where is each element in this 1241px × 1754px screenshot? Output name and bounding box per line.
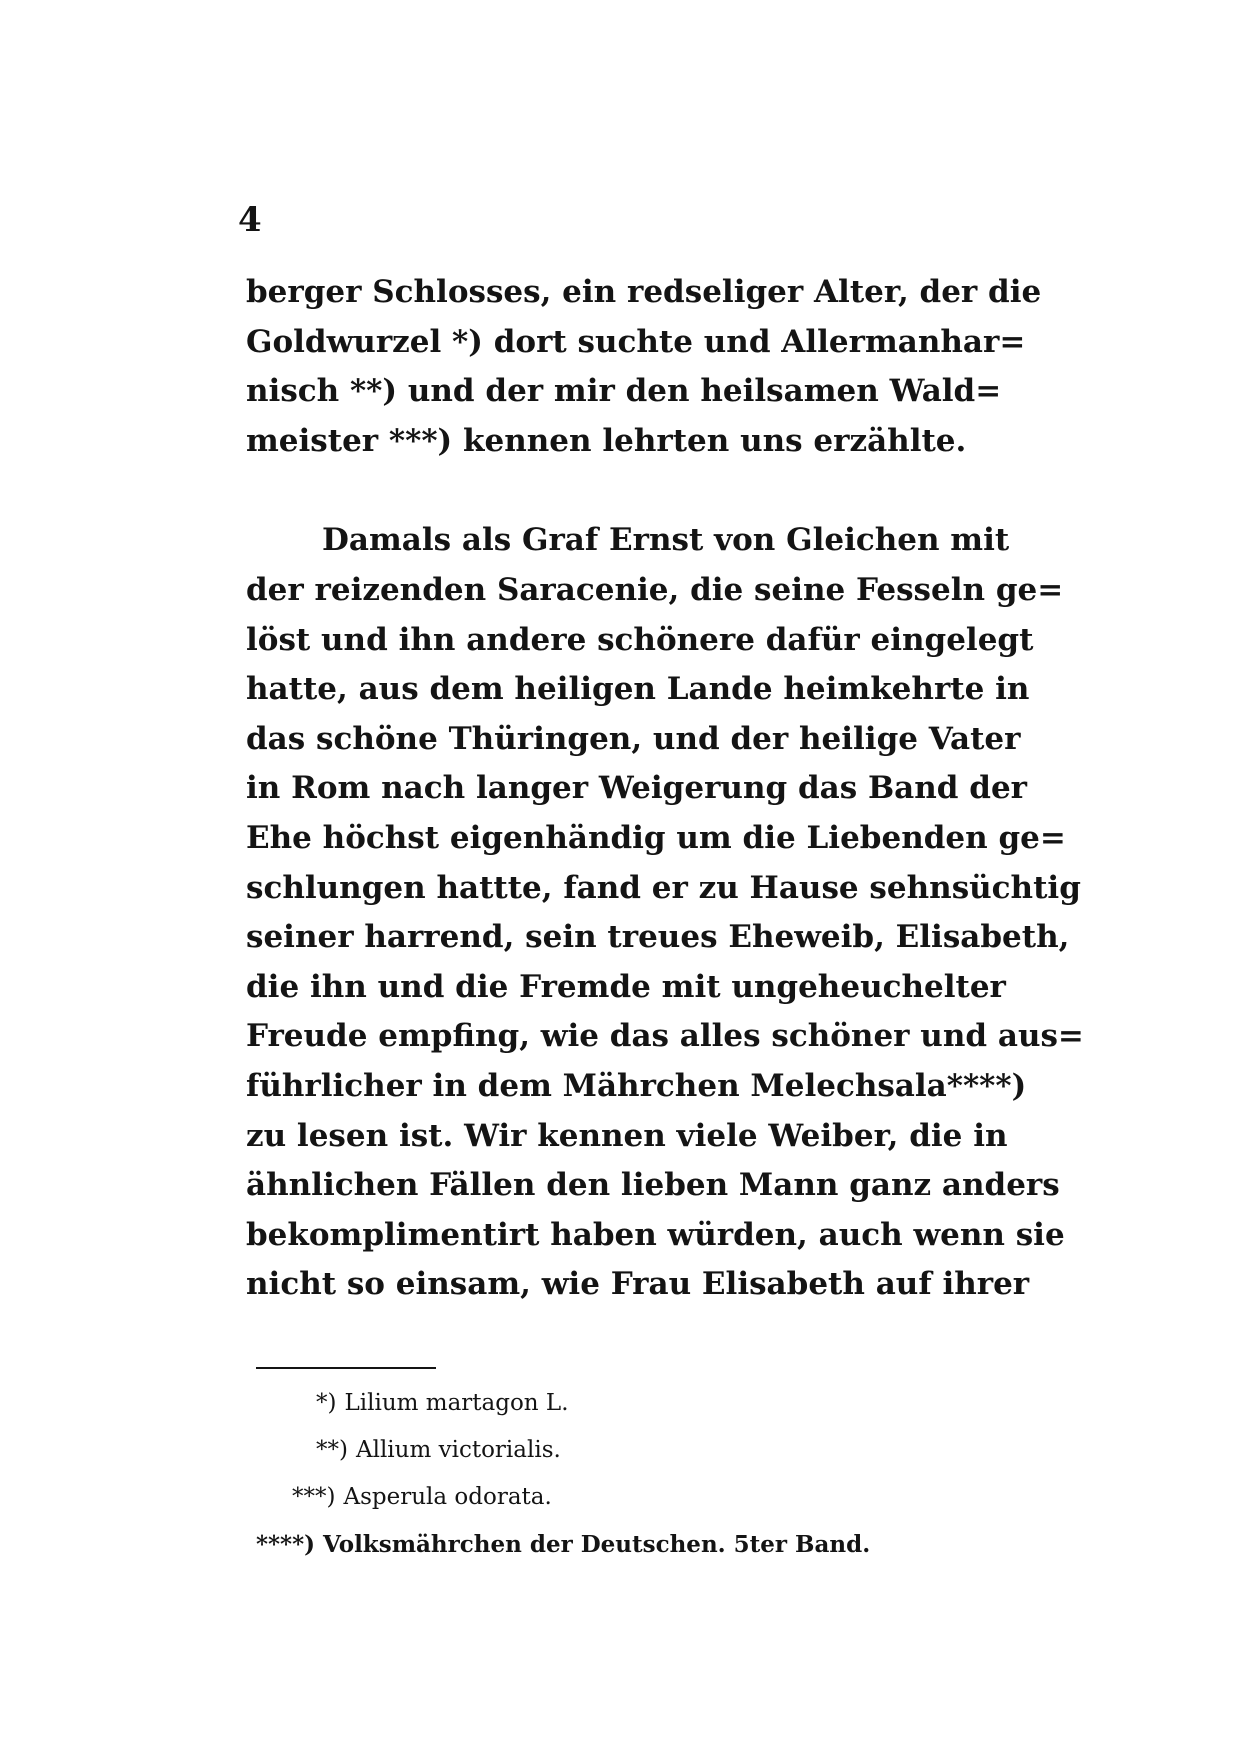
text-line: meister ***) kennen lehrten uns erzählte. <box>246 422 967 459</box>
footnote-mark: ****) <box>256 1531 315 1558</box>
text-line: seiner harrend, sein treues Eheweib, Elisabeth, <box>246 919 1070 956</box>
body-text <box>246 268 1084 1310</box>
text-line: zu lesen ist. Wir kennen viele Weiber, die in <box>246 1117 1008 1154</box>
footnote-text: Allium victorialis. <box>355 1437 561 1463</box>
paragraph-gap <box>246 466 986 516</box>
page-number: 4 <box>238 200 262 240</box>
text-line: Goldwurzel *) dort suchte und Allermanhar= <box>246 323 1026 360</box>
text-line: Damals als Graf Ernst von Gleichen mit <box>322 522 1010 559</box>
text-line: ähnlichen Fällen den lieben Mann ganz anders <box>246 1167 1060 1204</box>
footnote-divider <box>256 1367 436 1369</box>
footnotes <box>256 1380 956 1568</box>
paragraph-2 <box>246 516 1084 1310</box>
text-line: in Rom nach langer Weigerung das Band der <box>246 770 1027 807</box>
footnote-mark: **) <box>316 1437 348 1463</box>
footnote-text: Volksmährchen der Deutschen. 5ter Band. <box>323 1531 871 1558</box>
text-line: nicht so einsam, wie Frau Elisabeth auf ihrer <box>246 1266 1030 1303</box>
text-line: Freude empfing, wie das alles schöner und aus= <box>246 1018 1084 1055</box>
footnote-mark: ***) <box>292 1484 336 1510</box>
footnote <box>256 1474 956 1521</box>
footnote-text: Asperula odorata. <box>343 1484 552 1510</box>
text-line: Ehe höchst eigenhändig um die Liebenden ge= <box>246 819 1066 856</box>
text-line: löst und ihn andere schönere dafür eingelegt <box>246 621 1034 658</box>
footnote <box>256 1521 956 1568</box>
text-line: das schöne Thüringen, und der heilige Vater <box>246 720 1021 757</box>
text-line: die ihn und die Fremde mit ungeheuchelter <box>246 968 1006 1005</box>
text-line: der reizenden Saracenie, die seine Fesseln ge= <box>246 571 1064 608</box>
footnote-text: Lilium martagon L. <box>344 1390 569 1416</box>
footnote <box>256 1380 956 1427</box>
paragraph-1 <box>246 268 1042 466</box>
text-line: führlicher in dem Mährchen Melechsala****) <box>246 1067 1027 1104</box>
text-line: hatte, aus dem heiligen Lande heimkehrte in <box>246 671 1030 708</box>
text-line: berger Schlosses, ein redseliger Alter, der die <box>246 274 1042 310</box>
text-line: nisch **) und der mir den heilsamen Wald= <box>246 373 1002 410</box>
text-line: schlungen hattte, fand er zu Hause sehnsüchtig <box>246 869 1081 906</box>
text-line: bekomplimentirt haben würden, auch wenn sie <box>246 1216 1065 1253</box>
footnote <box>256 1427 956 1474</box>
footnote-mark: *) <box>316 1390 337 1416</box>
